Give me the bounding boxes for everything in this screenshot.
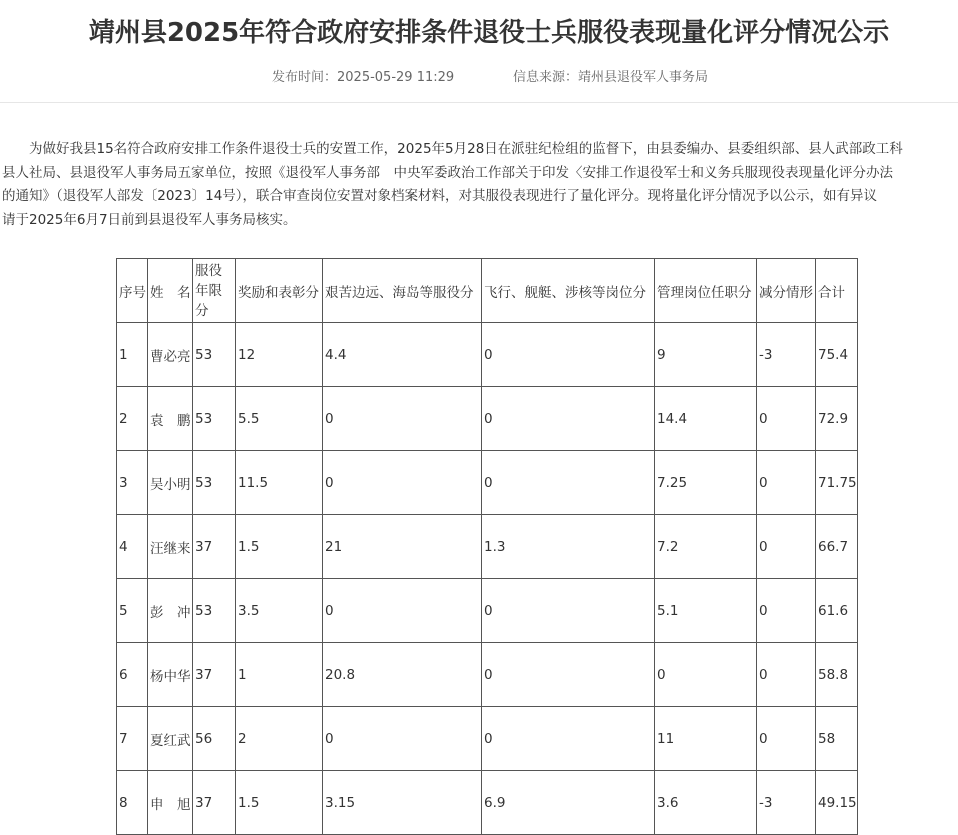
- cell-awards: 1.5: [236, 515, 323, 579]
- cell-name: 曹必亮: [148, 323, 193, 387]
- cell-special: 1.3: [482, 515, 655, 579]
- table-header-row: [117, 259, 858, 323]
- cell-hardship: 0: [323, 707, 482, 771]
- cell-hardship: 4.4: [323, 323, 482, 387]
- cell-hardship: 21: [323, 515, 482, 579]
- cell-deduction: 0: [757, 515, 816, 579]
- cell-total: 58: [816, 707, 858, 771]
- intro-line: 的通知》（退役军人部发〔2023〕14号），联合审查岗位安置对象档案材料，对其服役表现进行了量化评分。现将量化评分情况予以公示，如有异议: [2, 188, 878, 204]
- cell-management: 9: [655, 323, 757, 387]
- cell-no: 4: [117, 515, 148, 579]
- header-total: 合计: [816, 259, 858, 323]
- cell-name: 汪继来: [148, 515, 193, 579]
- cell-total: 72.9: [816, 387, 858, 451]
- cell-total: 66.7: [816, 515, 858, 579]
- cell-name: 杨中华: [148, 643, 193, 707]
- table-row: [117, 323, 858, 387]
- cell-deduction: 0: [757, 451, 816, 515]
- cell-management: 0: [655, 643, 757, 707]
- cell-no: 3: [117, 451, 148, 515]
- cell-special: 0: [482, 387, 655, 451]
- cell-special: 0: [482, 323, 655, 387]
- cell-no: 6: [117, 643, 148, 707]
- cell-total: 61.6: [816, 579, 858, 643]
- cell-hardship: 0: [323, 387, 482, 451]
- cell-service: 53: [193, 579, 236, 643]
- cell-total: 71.75: [816, 451, 858, 515]
- table-row: [117, 643, 858, 707]
- page-title: 靖州县2025年符合政府安排条件退役士兵服役表现量化评分情况公示: [88, 18, 890, 48]
- cell-deduction: -3: [757, 323, 816, 387]
- table-body: [117, 323, 858, 835]
- cell-total: 49.15: [816, 771, 858, 835]
- cell-hardship: 20.8: [323, 643, 482, 707]
- header-management: 管理岗位任职分: [655, 259, 757, 323]
- cell-hardship: 0: [323, 451, 482, 515]
- cell-management: 7.25: [655, 451, 757, 515]
- cell-special: 0: [482, 707, 655, 771]
- source-name: 靖州县退役军人事务局: [578, 70, 709, 85]
- cell-special: 0: [482, 579, 655, 643]
- intro-line: 请于2025年6月7日前到县退役军人事务局核实。: [2, 211, 297, 228]
- table-row: [117, 707, 858, 771]
- cell-no: 2: [117, 387, 148, 451]
- cell-deduction: 0: [757, 387, 816, 451]
- cell-name: 夏红武: [148, 707, 193, 771]
- intro-paragraph: [2, 138, 958, 232]
- table-row: [117, 451, 858, 515]
- score-table: [116, 258, 858, 835]
- table-row: [117, 771, 858, 835]
- cell-awards: 11.5: [236, 451, 323, 515]
- cell-deduction: 0: [757, 579, 816, 643]
- cell-deduction: 0: [757, 643, 816, 707]
- cell-name: 袁 鹏: [148, 387, 193, 451]
- cell-awards: 1.5: [236, 771, 323, 835]
- publish-info: [272, 66, 454, 85]
- cell-no: 5: [117, 579, 148, 643]
- cell-no: 1: [117, 323, 148, 387]
- header-special: 飞行、舰艇、涉核等岗位分: [482, 259, 655, 323]
- source-info: [513, 66, 708, 85]
- cell-service: 53: [193, 451, 236, 515]
- header-name: 姓 名: [148, 259, 193, 323]
- cell-awards: 2: [236, 707, 323, 771]
- publish-time: 2025-05-29 11:29: [337, 70, 455, 85]
- cell-hardship: 0: [323, 579, 482, 643]
- cell-total: 75.4: [816, 323, 858, 387]
- cell-management: 3.6: [655, 771, 757, 835]
- cell-no: 7: [117, 707, 148, 771]
- cell-service: 37: [193, 771, 236, 835]
- cell-management: 5.1: [655, 579, 757, 643]
- header-no: 序号: [117, 259, 148, 323]
- header-hardship: 艰苦边远、海岛等服役分: [323, 259, 482, 323]
- cell-name: 申 旭: [148, 771, 193, 835]
- cell-service: 37: [193, 643, 236, 707]
- cell-special: 6.9: [482, 771, 655, 835]
- cell-total: 58.8: [816, 643, 858, 707]
- cell-name: 吴小明: [148, 451, 193, 515]
- header-divider: [0, 102, 958, 103]
- table-row: [117, 515, 858, 579]
- cell-special: 0: [482, 451, 655, 515]
- cell-management: 7.2: [655, 515, 757, 579]
- cell-no: 8: [117, 771, 148, 835]
- table-row: [117, 387, 858, 451]
- cell-service: 37: [193, 515, 236, 579]
- cell-awards: 1: [236, 643, 323, 707]
- cell-awards: 12: [236, 323, 323, 387]
- cell-deduction: -3: [757, 771, 816, 835]
- cell-management: 14.4: [655, 387, 757, 451]
- cell-hardship: 3.15: [323, 771, 482, 835]
- cell-awards: 3.5: [236, 579, 323, 643]
- intro-line: 县人社局、县退役军人事务局五家单位，按照《退役军人事务部 中央军委政治工作部关于印发〈安排工作退役军士和义务兵服现役表现量化评分办法: [2, 164, 893, 181]
- source-label: 信息来源：: [513, 70, 579, 85]
- publish-label: 发布时间：: [272, 70, 338, 85]
- cell-special: 0: [482, 643, 655, 707]
- cell-awards: 5.5: [236, 387, 323, 451]
- cell-service: 53: [193, 387, 236, 451]
- cell-service: 56: [193, 707, 236, 771]
- cell-name: 彭 冲: [148, 579, 193, 643]
- header-deduction: 减分情形: [757, 259, 816, 323]
- cell-service: 53: [193, 323, 236, 387]
- cell-deduction: 0: [757, 707, 816, 771]
- intro-line: 为做好我县15名符合政府安排工作条件退役士兵的安置工作，2025年5月28日在派驻纪检组的监督下，由县委编办、县委组织部、县人武部政工科: [29, 141, 903, 157]
- header-awards: 奖励和表彰分: [236, 259, 323, 323]
- table-row: [117, 579, 858, 643]
- header-service: 服役年限分: [193, 259, 236, 323]
- cell-management: 11: [655, 707, 757, 771]
